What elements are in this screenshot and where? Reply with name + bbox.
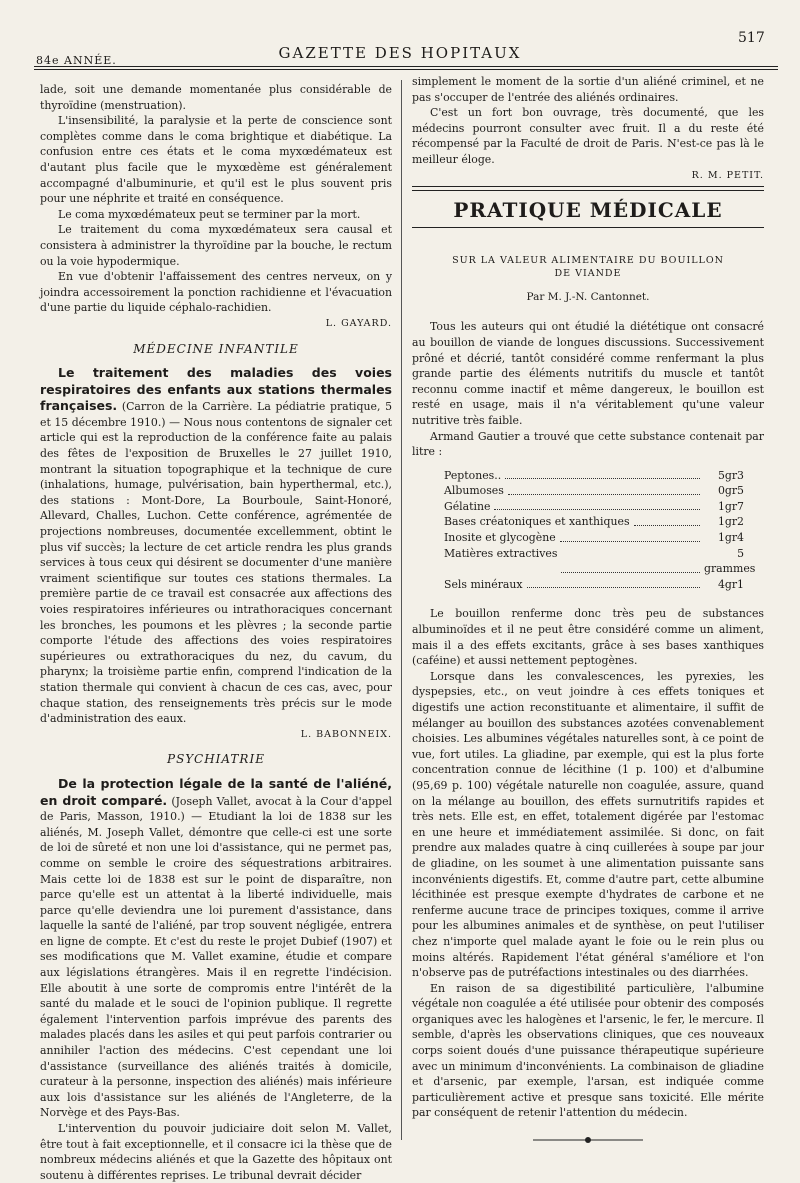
right-column — [412, 74, 764, 1151]
left-paragraph-5: En vue d'obtenir l'affaissement des centres nerveux, on y joindra accessoirement la ponction rachidienne et l'évacuation d'une partie du liquide céphalo-rachidien. — [40, 270, 392, 315]
table-value: 5gr3 — [717, 468, 744, 482]
article-aliene-body: Etudiant la loi de 1838 sur les aliénés, M. Joseph Vallet, démontre que celle-ci est une sorte de loi de sûreté et non une loi d'assistance, qui ne permet pas, comme on semble le croire des séquestrations arbitraires. Mais cette loi de 1838 est sur le point de disparaître, non parce qu'elle est un attentat à la liberté individuelle, mais parce qu'elle deviendra une loi purement d'assistance, dans laquelle la santé de l'aliéné, par trop souvent négligée, entrera en ligne de compte. Et c'est du reste le projet Dubief (1907) et ses modifications que M. Vallet examine, étudie et compare aux législations étrangères. Mais il en regrette l'indécision. Elle aboutit à une sorte de compromis entre l'intérêt de la santé du malade et le souci de l'opinion publique. Il regrette également l'intervention parfois imprévue des parents des malades placés dans les asiles et qui peut parfois contrarier ou annihiler l'action des médecins. C'est cependant une loi d'assistance (surveillance des aliénés traités à domicile, curateur à la personne, inspection des aliénés) mais inférieure aux lois d'assistance sur les aliénés de l'Angleterre, de la Norvège et des Pays-Bas. — [40, 810, 392, 1120]
article-enfants-title: Le traitement des maladies des voies respiratoires des enfants aux stations thermales françaises. — [40, 365, 392, 414]
article-enfants — [40, 365, 392, 727]
table-label: Sels minéraux — [444, 577, 523, 591]
table-label: Albumoses — [444, 484, 504, 498]
header-rule — [34, 66, 778, 67]
table-row — [444, 577, 744, 593]
table-value: 1gr7 — [717, 499, 744, 513]
table-value: 5 grammes — [704, 546, 756, 576]
right-paragraph-3: Tous les auteurs qui ont étudié la diététique ont consacré au bouillon de viande de longues discussions. Successivement prôné et décrié, tantôt considéré comme renfermant la plus grande partie des éléments nutritifs du muscle et tantôt reconnu comme inactif et même dangereux, le bouillon est resté en usage, mais il n'a véritablement qu'une valeur nutritive très faible. — [412, 320, 764, 427]
left-paragraph-2: L'insensibilité, la paralysie et la perte de conscience sont complètes comme dans le coma brightique et diabétique. La confusion entre ces états et le coma myxœdémateux est d'autant plus facile que le myxœdème est généralement accompagné d'albuminurie, et qu'il est le plus souvent pris pour une néphrite et traité en conséquence. — [40, 114, 392, 206]
article-bouillon-title-line1: SUR LA VALEUR ALIMENTAIRE DU BOUILLON — [452, 254, 724, 266]
section-psychiatrie: PSYCHIATRIE — [167, 752, 265, 767]
section-rule-top-2 — [412, 190, 764, 191]
table-row — [444, 483, 744, 499]
section-medecine-infantile: MÉDECINE INFANTILE — [133, 341, 299, 356]
article-bouillon-title-line2: DE VIANDE — [554, 267, 622, 279]
table-label: Matières extractives — [444, 546, 558, 560]
right-paragraph-7: En raison de sa digestibilité particulière, l'albumine végétale non coagulée a été utilisée pour obtenir des composés organiques avec les halogènes et l'arsenic, le fer, le mercure. Il semble, d'après les observations cliniques, que ces nouveaux corps soient doués d'une puissance thérapeutique supérieure avec un minimum d'inconvénients. La combinaison de gliadine et d'arsenic, par exemple, l'arsan, est indiquée comme particulièrement active et presque sans toxicité. Elle mérite par conséquent de retenir l'attention du médecin. — [412, 981, 764, 1120]
table-row — [444, 468, 744, 484]
table-label: Gélatine — [444, 499, 491, 513]
article-aliene-reference: (Joseph Vallet, avocat à la Cour d'appel de Paris, Masson, 1910.) — — [40, 794, 392, 824]
journal-title: GAZETTE DES HOPITAUX — [278, 44, 522, 62]
year-label: 84e ANNÉE. — [36, 54, 117, 67]
table-row — [444, 514, 744, 530]
right-paragraph-5: Le bouillon renferme donc très peu de substances albuminoïdes et il ne peut être considéré comme un aliment, mais il a des effets excitants, grâce à ses bases xanthiques (caféine) et aussi nettement peptogènes. — [412, 607, 764, 668]
left-paragraph-3: Le coma myxœdémateux peut se terminer par la mort. — [58, 207, 361, 221]
right-paragraph-4: Armand Gautier a trouvé que cette substance contenait par litre : — [412, 429, 764, 459]
table-label: Peptones.. — [444, 468, 502, 482]
right-paragraph-2: C'est un fort bon ouvrage, très documenté, que les médecins pourront consulter avec fruit. Il a du reste été récompensé par la Faculté de droit de Paris. N'est-ce pas là le meilleur éloge. — [412, 106, 764, 166]
table-label: Bases créatoniques et xanthiques — [444, 515, 630, 529]
article-author: Par M. J.-N. Cantonnet. — [526, 290, 650, 303]
table-row — [444, 499, 744, 515]
right-paragraph-6: Lorsque dans les convalescences, les pyrexies, les dyspepsies, etc., on veut joindre à ces effets toniques et digestifs une action reconstituante et alimentaire, il suffit de mélanger au bouillon des substances azotées convenablement choisies. Les albumines végétales naturelles sont, à ce point de vue, fort utiles. La gliadine, par exemple, qui est la plus forte concentration connue de lécithine (1 p. 100) et d'albumine (95,69 p. 100) végétale naturelle non coagulée, assure, quand on la mélange au bouillon, des effets surnutritifs rapides et très nets. Elle est, en effet, totalement digérée par l'estomac en une heure et immédiatement assimilée. Si donc, on fait prendre aux malades quatre à cinq cuillerées à soupe par jour de gliadine, on les soumet à une alimentation puissante sans inconvénients digestifs. Et, comme d'autre part, cette albumine lécithinée est presque exempte d'hydrates de carbone et ne renferme aucune trace de principes toxiques, comme il arrive pour les albumines animales et de synthèse, on peut l'utiliser chez n'importe quel malade ayant le foie ou le rein plus ou moins altérés. Rapidement l'état général s'améliore et l'on n'observe pas de putréfactions intestinales ou des diarrhées. — [412, 669, 764, 980]
column-divider — [401, 80, 402, 1140]
right-paragraph-1: simplement le moment de la sortie d'un aliéné criminel, et ne pas s'occuper de l'entrée des aliénés ordinaires. — [412, 75, 764, 104]
page-number: 517 — [738, 30, 765, 46]
signature-babonneix: L. BABONNEIX. — [300, 728, 392, 740]
table-value: 1gr4 — [717, 531, 744, 545]
section-rule-bottom — [412, 227, 764, 228]
ornament-rule-icon — [533, 1136, 643, 1144]
table-value: 4gr1 — [717, 577, 744, 591]
signature-petit: R. M. PETIT. — [691, 169, 764, 181]
article-bouillon-title — [412, 254, 764, 280]
article-enfants-reference: (Carron de la Carrière. La pédiatrie pratique, 5 et 15 décembre 1910.) — — [40, 400, 392, 429]
signature-gayard: L. GAYARD. — [325, 317, 392, 329]
table-row — [444, 530, 744, 546]
article-aliene — [40, 776, 392, 1121]
header-rule-2 — [34, 69, 778, 70]
table-value: 0gr5 — [717, 484, 744, 498]
section-rule-top — [412, 186, 764, 187]
left-paragraph-4: Le traitement du coma myxœdémateux sera causal et consistera à administrer la thyroïdine par la bouche, le rectum ou la voie hypodermique. — [40, 223, 392, 268]
section-pratique-medicale: PRATIQUE MÉDICALE — [453, 198, 723, 223]
composition-table — [444, 468, 756, 593]
left-column — [40, 82, 392, 1183]
left-paragraph-last: L'intervention du pouvoir judiciaire doit selon M. Vallet, être tout à fait exceptionnelle, et il consacre ici la thèse que de nombreux médecins aliénés et que la Gazette des hôpitaux ont soutenu à différentes reprises. Le tribunal devrait décider — [40, 1122, 392, 1182]
table-row — [444, 546, 756, 577]
table-value: 1gr2 — [717, 515, 744, 529]
end-ornament — [412, 1135, 764, 1151]
left-paragraph-1: lade, soit une demande momentanée plus considérable de thyroïdine (menstruation). — [40, 83, 392, 112]
article-enfants-body: Nous nous contentons de signaler cet article qui est la reproduction de la conférence faite au palais des fêtes de l'exposition de Bruxelles le 27 juillet 1910, montrant la situation topographique et la technique de cure (inhalations, humage, pulvérisation, bain hyperthermal, etc.), des stations : Mont-Dore, La Bourboule, Saint-Honoré, Allevard, Challes, Luchon. Cette conférence, agrémentée de projections nombreuses, documentée excellemment, obtint le plus vif succès; la lecture de cet article rendra les plus grands services à tous ceux qui désirent se documenter d'une manière vraiment scientifique sur toutes ces stations thermales. La première partie de ce travail est consacrée aux affections des voies respiratoires inférieures ou intrathoraciques concernant les bronches, les poumons et les plèvres ; la seconde partie comporte l'étude des affections des voies respiratoires supérieures ou extrathoraciques du nez, du cavum, du pharynx; la troisième partie enfin, comprend l'indication de la station thermale qui convient à chacun de ces cas, avec, pour chaque station, des renseignements très précis sur le mode d'administration des eaux. — [40, 415, 392, 726]
article-aliene-title: De la protection légale de la santé de l'aliéné, en droit comparé. — [40, 775, 392, 808]
table-label: Inosite et glycogène — [444, 531, 556, 545]
